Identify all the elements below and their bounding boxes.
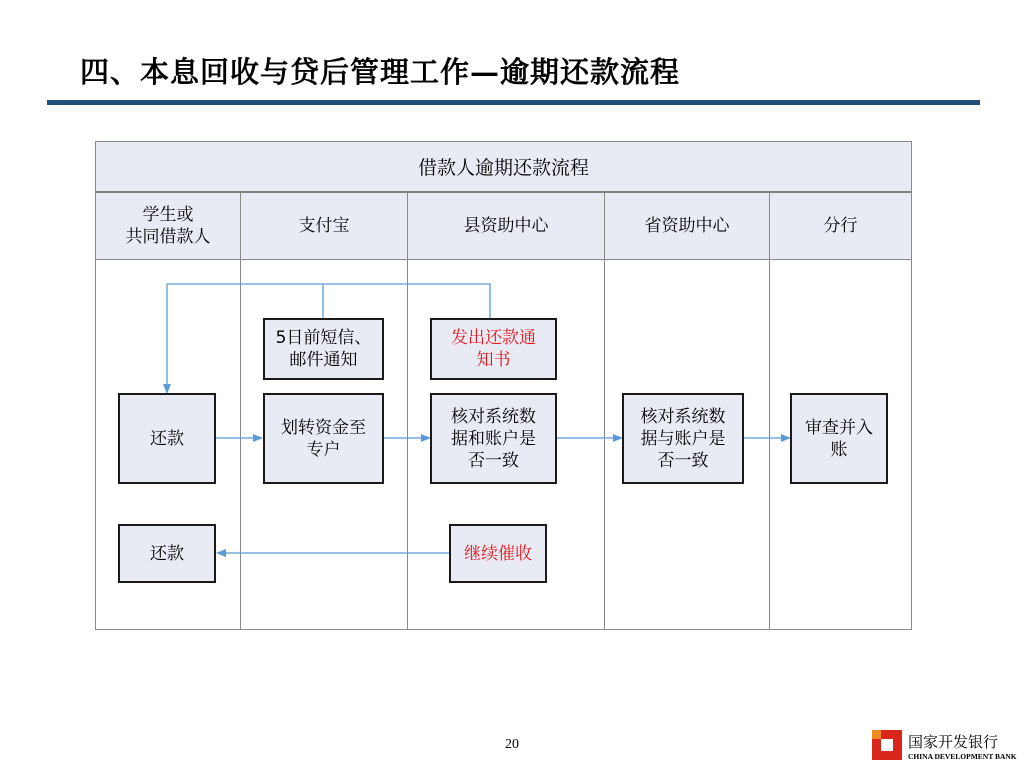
lane-header-alipay: 支付宝 — [241, 193, 407, 260]
bank-logo-icon — [872, 730, 902, 760]
lane-divider — [769, 193, 770, 629]
lane-header-borrower: 学生或 共同借款人 — [96, 193, 240, 260]
province-check-node: 核对系统数 据与账户是 否一致 — [622, 393, 744, 484]
repay-node: 还款 — [118, 524, 216, 583]
continue-collection-node: 继续催收 — [449, 524, 547, 583]
lane-divider — [240, 193, 241, 629]
lane-divider — [407, 193, 408, 629]
lane-header-county-center: 县资助中心 — [408, 193, 604, 260]
page-number: 20 — [505, 737, 519, 752]
transfer-funds-node: 划转资金至 专户 — [263, 393, 384, 484]
county-check-node: 核对系统数 据和账户是 否一致 — [430, 393, 557, 484]
table-title: 借款人逾期还款流程 — [96, 142, 911, 193]
lane-header-branch: 分行 — [770, 193, 911, 260]
lane-header-province-center: 省资助中心 — [605, 193, 769, 260]
lane-divider — [604, 193, 605, 629]
bank-name-cn: 国家开发银行 — [908, 733, 999, 751]
sms-email-notice-node: 5日前短信、 邮件通知 — [263, 318, 384, 380]
title-rule — [47, 100, 980, 105]
slide-title: 四、本息回收与贷后管理工作—逾期还款流程 — [80, 55, 681, 89]
branch-review-node: 审查并入 账 — [790, 393, 888, 484]
repay-node: 还款 — [118, 393, 216, 484]
bank-name-en: CHINA DEVELOPMENT BANK — [908, 752, 1017, 761]
issue-notice-node: 发出还款通 知书 — [430, 318, 557, 380]
